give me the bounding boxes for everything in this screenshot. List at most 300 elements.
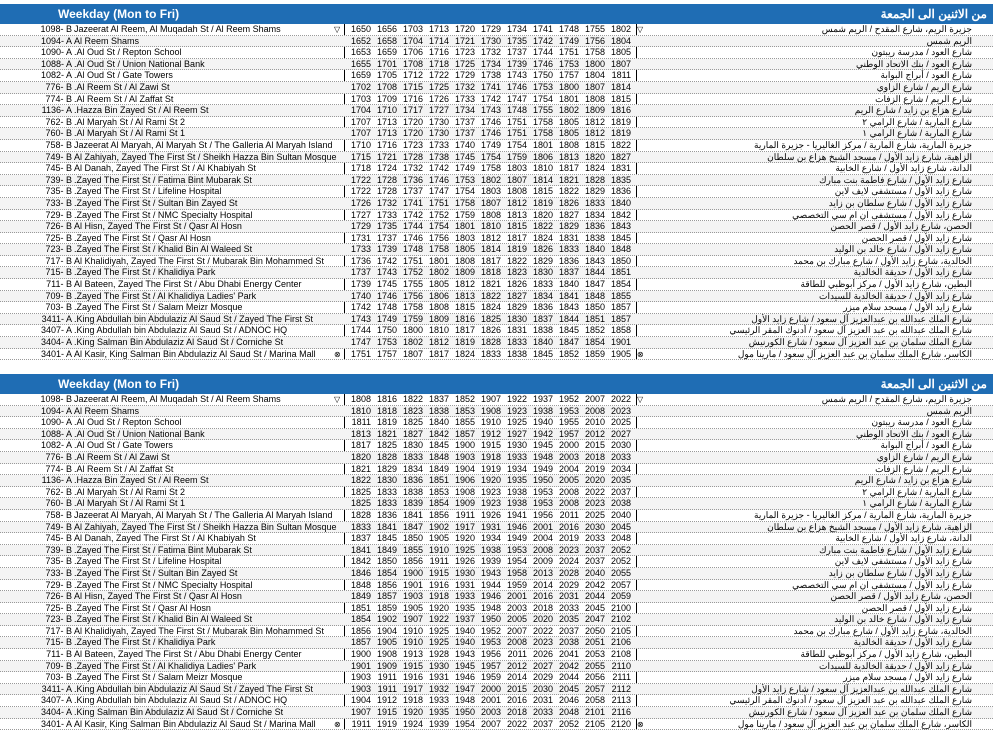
departure-time: 1928: [428, 649, 449, 660]
departure-time: 1729: [350, 221, 371, 232]
stop-code: 3401- A: [40, 718, 72, 729]
departure-time: 1838: [428, 405, 449, 416]
departure-time: 1842: [350, 556, 371, 567]
departure-time: 1857: [610, 302, 631, 313]
departure-time: 1755: [532, 105, 553, 116]
table-row: [0, 707, 993, 719]
stop-code: 717- B: [45, 255, 72, 266]
departure-time: 2052: [558, 718, 579, 729]
departure-time: 2053: [584, 649, 605, 660]
header-title-ar: من الاثنين الى الجمعة: [880, 377, 987, 391]
departure-time: 1934: [480, 533, 501, 544]
departure-time: 1820: [350, 451, 371, 462]
table-row: [0, 394, 993, 406]
timetable-header: [0, 374, 993, 394]
departure-time: 1759: [506, 151, 527, 162]
departure-time: 1940: [532, 417, 553, 428]
departure-time: 1745: [376, 279, 397, 290]
departure-time: 2022: [532, 625, 553, 636]
stop-name-ar: شارع زايد الأول / قصر الحصن: [861, 602, 972, 613]
departure-time: 1953: [558, 405, 579, 416]
departure-time: 1847: [558, 337, 579, 348]
departure-time: 1926: [454, 556, 475, 567]
departure-time: 1854: [584, 337, 605, 348]
departure-time: 2020: [584, 475, 605, 486]
stop-code: 729- B: [45, 209, 72, 220]
end-circle-icon: ⊗: [334, 349, 341, 359]
departure-time: 1730: [480, 35, 501, 46]
table-row: [0, 256, 993, 268]
departure-time: 2051: [584, 637, 605, 648]
departure-time: 1744: [532, 47, 553, 58]
stop-name-ar: شارع الملك سلمان بن عبد العزيز آل سعود / شارع الكورنيش: [748, 707, 972, 718]
departure-time: 1722: [350, 174, 371, 185]
departure-time: 1801: [558, 93, 579, 104]
departure-time: 1917: [402, 683, 423, 694]
stop-name-en: .Al Reem St / Al Zawi St: [74, 451, 170, 462]
departure-time: 1746: [376, 290, 397, 301]
departure-time: 2030: [610, 440, 631, 451]
table-row: [0, 429, 993, 441]
departure-time: 1843: [558, 302, 579, 313]
stop-name-en: Al Khalidiyah, Zayed The First St / Mubarak Bin Mohammed St: [74, 255, 324, 266]
departure-time: 1925: [506, 417, 527, 428]
stop-code: 711- B: [46, 279, 72, 290]
departure-time: 1800: [584, 58, 605, 69]
departure-time: 1806: [428, 290, 449, 301]
stop-name-en: .Al Oud St / Union National Bank: [74, 428, 205, 439]
departure-time: 1857: [376, 591, 397, 602]
departure-time: 1716: [402, 93, 423, 104]
departure-time: 2007: [506, 625, 527, 636]
departure-time: 1939: [428, 718, 449, 729]
table-row: [0, 498, 993, 510]
table-row: [0, 603, 993, 615]
departure-time: 1946: [480, 591, 501, 602]
departure-time: 1746: [506, 81, 527, 92]
stop-code: 3404- A: [40, 707, 72, 718]
stop-code: 703- B: [45, 672, 72, 683]
departure-time: 1916: [402, 672, 423, 683]
stop-name-ar: شارع المارية / شارع الرامي ٢: [862, 116, 972, 127]
departure-time: 1816: [610, 105, 631, 116]
table-row: [0, 291, 993, 303]
departure-time: 1746: [402, 232, 423, 243]
departure-time: 1728: [376, 186, 397, 197]
departure-time: 1851: [350, 602, 371, 613]
departure-time: 1947: [454, 683, 475, 694]
departure-time: 1737: [376, 232, 397, 243]
stop-name-en: Al Bateen, Zayed The First St / Abu Dhabi Energy Center: [74, 649, 302, 660]
departure-time: 1758: [532, 116, 553, 127]
departure-time: 1753: [558, 58, 579, 69]
departure-time: 1754: [428, 221, 449, 232]
stop-name-ar: شارع العود / أبراج البوابة: [880, 440, 972, 451]
stop-name-ar: البطين، شارع زايد الأول / مركز أبوظبي للطاقة: [800, 649, 972, 660]
departure-time: 2016: [532, 591, 553, 602]
departure-time: 1845: [558, 325, 579, 336]
departure-time: 1722: [350, 186, 371, 197]
departure-time: 1720: [454, 24, 475, 34]
departure-time: 1903: [350, 672, 371, 683]
departure-time: 1809: [454, 267, 475, 278]
departure-time: 1820: [532, 209, 553, 220]
departure-time: 1736: [402, 174, 423, 185]
departure-time: 1849: [428, 463, 449, 474]
table-row: [0, 36, 993, 48]
departure-time: 1859: [584, 348, 605, 359]
departure-time: 2037: [532, 718, 553, 729]
departure-time: 1908: [376, 649, 397, 660]
departure-time: 1756: [428, 232, 449, 243]
departure-time: 1710: [376, 105, 397, 116]
departure-time: 1851: [610, 267, 631, 278]
departure-time: 2045: [558, 683, 579, 694]
departure-time: 1809: [584, 105, 605, 116]
departure-time: 1910: [480, 417, 501, 428]
departure-time: 1840: [532, 337, 553, 348]
stop-name-ar: شارع الملك عبدالله بن عبد العزيز آل سعود / أدنوك المقر الرئيسي: [729, 695, 972, 706]
stop-name-ar: شارع زايد الأول / شارع سلطان بن زايد: [828, 197, 972, 208]
departure-time: 1837: [558, 267, 579, 278]
departure-time: 1836: [584, 221, 605, 232]
departure-time: 1952: [558, 394, 579, 404]
departure-time: 1900: [402, 567, 423, 578]
departure-time: 1821: [376, 428, 397, 439]
departure-time: 2048: [610, 533, 631, 544]
departure-time: 2033: [532, 707, 553, 718]
departure-time: 2052: [610, 556, 631, 567]
table-row: [0, 614, 993, 626]
stop-name-ar: شارع الملك عبدالله بن عبدالعزيز آل سعود / شارع زايد الأول: [751, 313, 972, 324]
table-row: [0, 59, 993, 71]
departure-time: 1905: [376, 637, 397, 648]
departure-time: 1742: [376, 255, 397, 266]
departure-time: 1827: [402, 428, 423, 439]
stop-name-en: Jazeerat Al Reem, Al Muqadah St / Al Reem Shams: [74, 24, 281, 34]
stop-code: 774- B: [45, 93, 72, 104]
stop-code: 3411- A: [41, 683, 72, 694]
stop-code: 723- B: [45, 614, 72, 625]
departure-time: 1950: [480, 614, 501, 625]
departure-time: 1828: [480, 337, 501, 348]
departure-time: 1810: [428, 325, 449, 336]
departure-time: 1749: [454, 163, 475, 174]
table-row: [0, 94, 993, 106]
departure-time: 1859: [376, 602, 397, 613]
stop-name-ar: شارع زايد الأول / مستشفى ان ام سي التخصصي: [792, 209, 972, 220]
departure-time: 1853: [428, 486, 449, 497]
timetable-1: [0, 4, 993, 360]
departure-time: 1922: [506, 394, 527, 404]
table-row: [0, 105, 993, 117]
departure-time: 1801: [454, 221, 475, 232]
departure-time: 1823: [506, 267, 527, 278]
departure-time: 1806: [532, 151, 553, 162]
table-row: [0, 302, 993, 314]
departure-time: 1750: [532, 70, 553, 81]
departure-time: 2012: [584, 428, 605, 439]
departure-time: 1812: [584, 128, 605, 139]
departure-time: 1704: [350, 105, 371, 116]
departure-time: 1943: [480, 567, 501, 578]
departure-time: 1742: [480, 93, 501, 104]
stop-code: 717- B: [45, 625, 72, 636]
departure-time: 1837: [532, 313, 553, 324]
departure-time: 1729: [480, 24, 501, 34]
stop-name-en: .Al Reem St / Al Zawi St: [74, 81, 170, 92]
departure-time: 1807: [506, 174, 527, 185]
stop-name-en: .Zayed The First St / Qasr Al Hosn: [74, 602, 211, 613]
departure-time: 1822: [402, 394, 423, 404]
stop-name-ar: شارع الريم / شارع الزفات: [875, 463, 972, 474]
stop-name-ar: الحصن، شارع زايد الأول / قصر الحصن: [830, 221, 972, 232]
departure-time: 2037: [584, 556, 605, 567]
departure-time: 1833: [480, 348, 501, 359]
stop-name-en: .Al Maryah St / Al Rami St 1: [74, 128, 186, 139]
departure-time: 2008: [506, 637, 527, 648]
stop-code: 1082- A: [40, 70, 72, 81]
departure-time: 1833: [506, 337, 527, 348]
departure-time: 2055: [584, 660, 605, 671]
departure-time: 2055: [610, 567, 631, 578]
table-row: [0, 556, 993, 568]
stop-name-ar: الخالدية، شارع زايد الأول / شارع مبارك بن محمد: [793, 255, 972, 266]
departure-time: 2003: [480, 707, 501, 718]
departure-time: 2012: [506, 660, 527, 671]
departure-time: 1810: [532, 163, 553, 174]
departure-time: 1720: [402, 128, 423, 139]
departure-time: 1926: [480, 509, 501, 520]
departure-time: 2034: [610, 463, 631, 474]
departure-time: 1800: [558, 81, 579, 92]
departure-time: 1758: [428, 244, 449, 255]
departure-time: 1933: [454, 591, 475, 602]
departure-time: 2019: [584, 463, 605, 474]
departure-time: 1820: [584, 151, 605, 162]
departure-time: 2057: [584, 683, 605, 694]
departure-time: 1741: [480, 81, 501, 92]
departure-time: 1836: [532, 302, 553, 313]
departure-time: 2013: [532, 567, 553, 578]
departure-time: 1737: [402, 186, 423, 197]
departure-time: 1957: [558, 428, 579, 439]
stop-name-en: .Zayed The First St / Salam Meizr Mosque: [74, 302, 243, 313]
departure-time: 1753: [376, 337, 397, 348]
departure-time: 2009: [532, 556, 553, 567]
stop-name-ar: جزيرة المارية، شارع المارية / مركز الغاليريا - جزيرة المارية: [754, 139, 972, 150]
departure-time: 2010: [584, 417, 605, 428]
departure-time: 1757: [558, 70, 579, 81]
departure-time: 1848: [428, 451, 449, 462]
departure-time: 1847: [402, 521, 423, 532]
departure-time: 1856: [402, 556, 423, 567]
stop-name-ar: شارع زايد الأول / شارع فاطمة بنت مبارك: [819, 544, 972, 555]
stop-code: 1094- A: [40, 405, 72, 416]
stop-name-en: Al Kasir, King Salman Bin Abdulaziz Al Saud St / Marina Mall: [74, 718, 316, 729]
departure-time: 1705: [376, 70, 397, 81]
table-row: [0, 533, 993, 545]
departure-time: 1937: [532, 394, 553, 404]
table-row: [0, 637, 993, 649]
table-row: [0, 244, 993, 256]
departure-time: 1706: [402, 47, 423, 58]
departure-time: 1819: [610, 116, 631, 127]
departure-time: 1730: [428, 116, 449, 127]
departure-time: 1838: [584, 232, 605, 243]
stop-name-ar: جزيرة الريم، شارع المقدح / الريم شمس: [821, 394, 972, 404]
departure-time: 2023: [532, 637, 553, 648]
departure-time: 1822: [506, 255, 527, 266]
departure-time: 1827: [558, 209, 579, 220]
departure-time: 1822: [558, 186, 579, 197]
departure-time: 1851: [428, 475, 449, 486]
stop-name-en: Al Khalidiyah, Zayed The First St / Mubarak Bin Mohammed St: [74, 625, 324, 636]
departure-time: 2037: [610, 486, 631, 497]
stop-code: 758- B: [45, 509, 72, 520]
departure-time: 1903: [402, 591, 423, 602]
stop-name-en: .King Abdullah bin Abdulaziz Al Saud St / ADNOC HQ: [74, 325, 288, 336]
departure-time: 1726: [350, 197, 371, 208]
departure-time: 1714: [428, 35, 449, 46]
departure-time: 1734: [506, 24, 527, 34]
stop-code: 725- B: [45, 602, 72, 613]
table-row: [0, 198, 993, 210]
stop-code: 739- B: [45, 544, 72, 555]
departure-time: 2031: [532, 695, 553, 706]
departure-time: 1803: [480, 186, 501, 197]
stop-name-en: .Zayed The First St / Lifeline Hospital: [74, 186, 222, 197]
departure-time: 1825: [480, 313, 501, 324]
stop-code: 3401- A: [40, 348, 72, 359]
departure-time: 2030: [584, 521, 605, 532]
timetable-header: [0, 4, 993, 24]
departure-time: 1902: [428, 521, 449, 532]
stop-code: 715- B: [45, 637, 72, 648]
departure-time: 1837: [350, 533, 371, 544]
departure-time: 1656: [376, 24, 397, 34]
departure-time: 2003: [558, 451, 579, 462]
departure-time: 1803: [454, 232, 475, 243]
table-row: [0, 522, 993, 534]
departure-time: 1817: [454, 325, 475, 336]
departure-time: 1825: [402, 417, 423, 428]
departure-time: 1904: [454, 463, 475, 474]
departure-time: 1950: [532, 475, 553, 486]
stop-name-en: .Al Reem St / Al Zaffat St: [74, 463, 174, 474]
stop-code: 776- B: [45, 81, 72, 92]
table-row: [0, 591, 993, 603]
departure-time: 1735: [506, 35, 527, 46]
departure-time: 1819: [454, 337, 475, 348]
departure-time: 1819: [506, 244, 527, 255]
departure-time: 1655: [350, 58, 371, 69]
departure-time: 1934: [506, 463, 527, 474]
stop-name-en: .Zayed The First St / Khalid Bin Al Waleed St: [74, 614, 253, 625]
departure-time: 1919: [376, 718, 397, 729]
stop-code: 745- B: [45, 163, 72, 174]
departure-time: 1808: [480, 209, 501, 220]
stop-name-ar: شارع الملك سلمان بن عبد العزيز آل سعود / شارع الكورنيش: [748, 337, 972, 348]
timetable-body: [0, 394, 993, 730]
departure-time: 1955: [558, 417, 579, 428]
stop-name-ar: جزيرة المارية، شارع المارية / مركز الغاليريا - جزيرة المارية: [754, 509, 972, 520]
stop-name-en: .Al Reem St / Al Zaffat St: [74, 93, 174, 104]
departure-time: 1918: [480, 451, 501, 462]
timetable-2: [0, 374, 993, 730]
departure-time: 2023: [610, 405, 631, 416]
departure-time: 1744: [350, 325, 371, 336]
departure-time: 2102: [610, 614, 631, 625]
stop-name-ar: شارع المارية / شارع الرامي ١: [862, 498, 972, 509]
table-row: [0, 568, 993, 580]
departure-time: 1758: [454, 197, 475, 208]
departure-time: 1933: [428, 695, 449, 706]
departure-time: 2033: [584, 533, 605, 544]
stop-name-ar: شارع زايد الأول / مستشفى ان ام سي التخصصي: [792, 579, 972, 590]
departure-time: 1805: [428, 279, 449, 290]
departure-time: 1825: [350, 486, 371, 497]
table-row: [0, 487, 993, 499]
stop-name-en: Jazeerat Al Reem, Al Muqadah St / Al Reem Shams: [74, 394, 281, 404]
departure-time: 2040: [584, 567, 605, 578]
departure-time: 1958: [506, 567, 527, 578]
table-row: [0, 267, 993, 279]
departure-time: 2113: [611, 695, 631, 706]
departure-time: 1743: [376, 267, 397, 278]
departure-time: 1912: [480, 428, 501, 439]
departure-time: 1748: [558, 24, 579, 34]
departure-time: 2016: [558, 521, 579, 532]
stop-code: 760- B: [45, 128, 72, 139]
departure-time: 1944: [480, 579, 501, 590]
departure-time: 2008: [584, 405, 605, 416]
departure-time: 1945: [454, 660, 475, 671]
departure-time: 1737: [454, 116, 475, 127]
stop-name-ar: شارع زايد الأول / شارع خالد بن الوليد: [834, 614, 972, 625]
stop-name-ar: شارع العود / بنك الاتحاد الوطني: [855, 428, 972, 439]
departure-time: 1815: [506, 221, 527, 232]
departure-time: 1704: [402, 35, 423, 46]
departure-time: 1812: [506, 197, 527, 208]
departure-time: 2011: [559, 509, 579, 520]
departure-time: 1751: [350, 348, 371, 359]
departure-time: 2106: [610, 637, 631, 648]
stop-name-en: .Al Maryah St / Al Rami St 2: [74, 486, 186, 497]
start-triangle-icon: ▽: [637, 25, 644, 34]
table-row: [0, 626, 993, 638]
stop-name-ar: شارع زايد الأول / مسجد سلام ميزر: [843, 672, 972, 683]
departure-time: 1827: [506, 290, 527, 301]
departure-time: 1840: [610, 197, 631, 208]
departure-time: 1823: [402, 405, 423, 416]
stop-name-ar: شارع زايد الأول / قصر الحصن: [861, 232, 972, 243]
departure-time: 1807: [402, 348, 423, 359]
departure-time: 1737: [506, 47, 527, 58]
departure-time: 1805: [610, 47, 631, 58]
departure-time: 1911: [377, 683, 397, 694]
departure-time: 1828: [584, 174, 605, 185]
departure-time: 1930: [506, 440, 527, 451]
departure-time: 1856: [428, 509, 449, 520]
departure-time: 2000: [558, 440, 579, 451]
departure-time: 1733: [350, 244, 371, 255]
stop-code: 1088- A: [40, 428, 72, 439]
departure-time: 1756: [584, 35, 605, 46]
stop-code: 745- B: [45, 533, 72, 544]
stop-code: 1136- A: [41, 105, 72, 116]
departure-time: 1850: [402, 533, 423, 544]
